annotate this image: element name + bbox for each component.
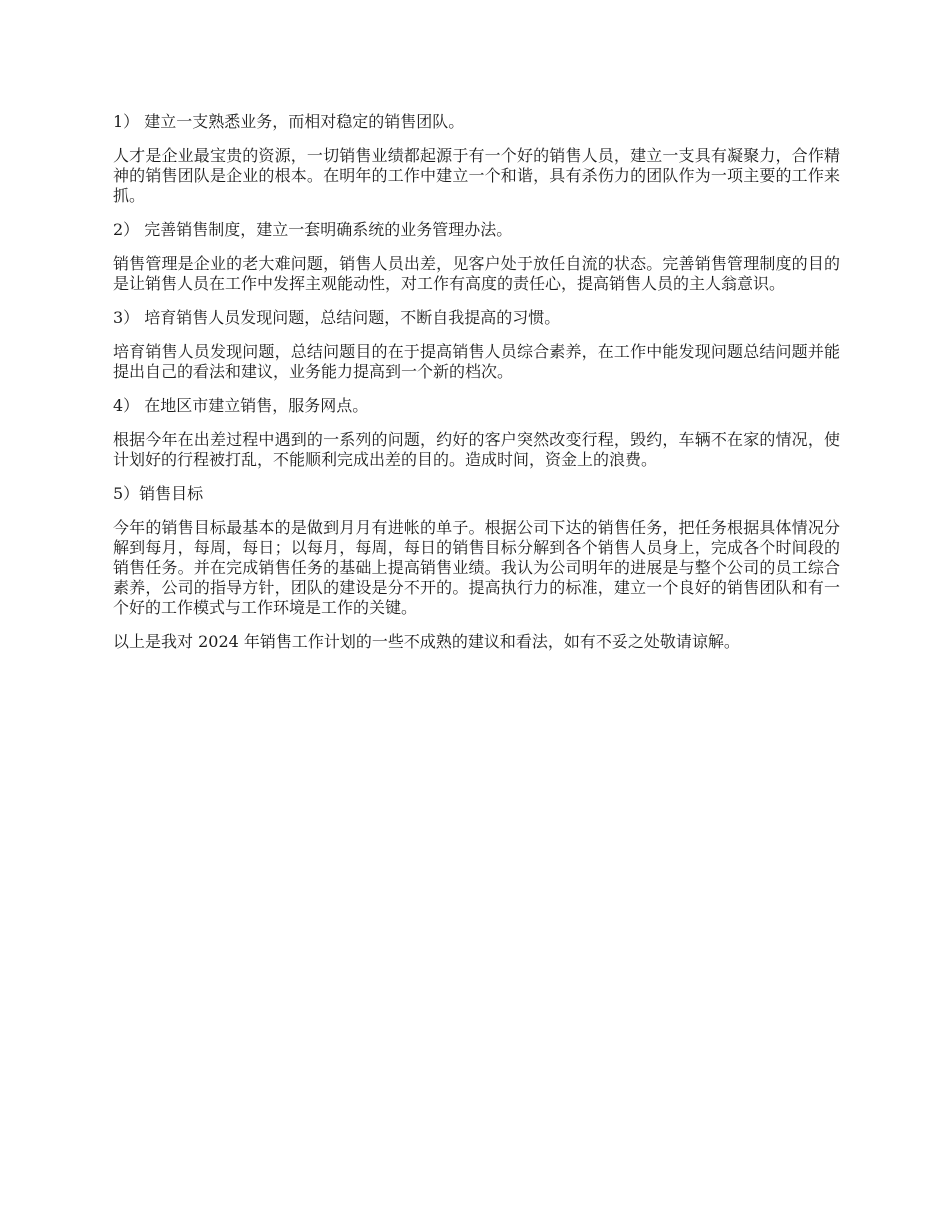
section-heading-4: 4） 在地区市建立销售，服务网点。 [113,396,369,415]
section-heading-5: 5）销售目标 [113,484,204,503]
paragraph-5: 今年的销售目标最基本的是做到月月有进帐的单子。根据公司下达的销售任务，把任务根据具体情况分解到每月，每周，每日；以每月，每周，每日的销售目标分解到各个销售人员身上，完成各个时间段的销售任务。并在完成销售任务的基础上提高销售业绩。我认为公司明年的进展是与整个公司的员工综合素养，公司的指导方针，团队的建设是分不开的。提高执行力的标准，建立一个良好的销售团队和有一个好的工作模式与工作环境是工作的关键。 [113,518,840,617]
closing-paragraph: 以上是我对 2024 年销售工作计划的一些不成熟的建议和看法，如有不妥之处敬请谅解。 [113,632,740,651]
document-page [113,112,840,666]
paragraph-4: 根据今年在出差过程中遇到的一系列的问题，约好的客户突然改变行程，毁约，车辆不在家的情况，使计划好的行程被打乱，不能顺利完成出差的目的。造成时间，资金上的浪费。 [113,430,840,469]
section-heading-3: 3） 培育销售人员发现问题，总结问题，不断自我提高的习惯。 [113,308,561,327]
section-heading-1: 1） 建立一支熟悉业务，而相对稳定的销售团队。 [113,112,465,131]
paragraph-1: 人才是企业最宝贵的资源，一切销售业绩都起源于有一个好的销售人员，建立一支具有凝聚力，合作精神的销售团队是企业的根本。在明年的工作中建立一个和谐，具有杀伤力的团队作为一项主要的工作来抓。 [113,146,840,205]
paragraph-2: 销售管理是企业的老大难问题，销售人员出差，见客户处于放任自流的状态。完善销售管理制度的目的是让销售人员在工作中发挥主观能动性，对工作有高度的责任心，提高销售人员的主人翁意识。 [113,254,840,293]
section-heading-2: 2） 完善销售制度，建立一套明确系统的业务管理办法。 [113,220,513,239]
paragraph-3: 培育销售人员发现问题，总结问题目的在于提高销售人员综合素养，在工作中能发现问题总结问题并能提出自己的看法和建议，业务能力提高到一个新的档次。 [113,342,840,381]
